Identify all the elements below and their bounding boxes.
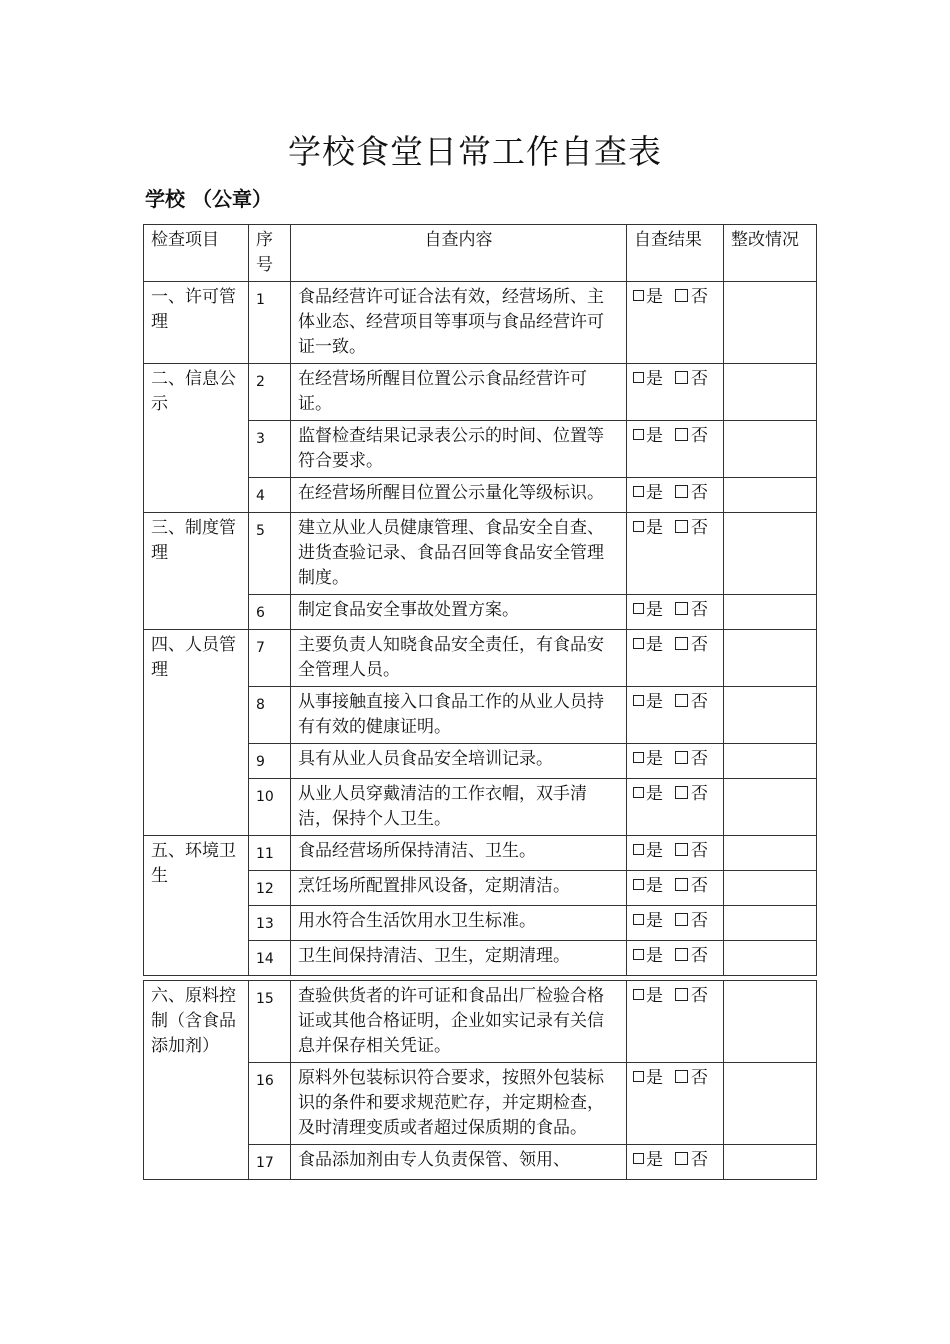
yes-option-label: 是 <box>646 1150 663 1170</box>
yes-option-label: 是 <box>646 369 663 389</box>
result-cell <box>627 282 724 364</box>
empty-checkbox-icon[interactable] <box>675 637 688 650</box>
empty-checkbox-icon[interactable] <box>675 878 688 891</box>
empty-checkbox-icon[interactable] <box>675 786 688 799</box>
no-option-label: 否 <box>691 841 708 861</box>
empty-checkbox-icon[interactable] <box>633 914 644 925</box>
yes-option-label: 是 <box>646 287 663 307</box>
empty-checkbox-icon[interactable] <box>675 1152 688 1165</box>
empty-checkbox-icon[interactable] <box>633 989 644 1000</box>
item-content: 监督检查结果记录表公示的时间、位置等符合要求。 <box>291 421 627 478</box>
rectify-cell[interactable] <box>724 478 817 513</box>
no-option-label: 否 <box>691 784 708 804</box>
item-number: 10 <box>249 779 291 836</box>
self-check-table <box>143 224 817 976</box>
item-number: 15 <box>249 981 291 1063</box>
result-cell <box>627 364 724 421</box>
no-option-label: 否 <box>691 911 708 931</box>
yes-option-label: 是 <box>646 946 663 966</box>
yes-option-label: 是 <box>646 841 663 861</box>
result-cell <box>627 513 724 595</box>
no-option-label: 否 <box>691 692 708 712</box>
table-row <box>144 836 817 871</box>
rectify-cell[interactable] <box>724 779 817 836</box>
empty-checkbox-icon[interactable] <box>633 638 644 649</box>
empty-checkbox-icon[interactable] <box>675 843 688 856</box>
empty-checkbox-icon[interactable] <box>633 521 644 532</box>
rectify-cell[interactable] <box>724 282 817 364</box>
rectify-cell[interactable] <box>724 687 817 744</box>
result-cell <box>627 478 724 513</box>
empty-checkbox-icon[interactable] <box>633 603 644 614</box>
no-option-label: 否 <box>691 635 708 655</box>
result-cell <box>627 906 724 941</box>
rectify-cell[interactable] <box>724 941 817 976</box>
item-content: 原料外包装标识符合要求，按照外包装标识的条件和要求规范贮存，并定期检查，及时清理变质或者超过保质期的食品。 <box>291 1063 627 1145</box>
no-option-label: 否 <box>691 876 708 896</box>
item-content: 建立从业人员健康管理、食品安全自查、进货查验记录、食品召回等食品安全管理制度。 <box>291 513 627 595</box>
self-check-table-continued <box>143 980 817 1180</box>
no-option-label: 否 <box>691 1068 708 1088</box>
item-content: 卫生间保持清洁、卫生，定期清理。 <box>291 941 627 976</box>
item-number: 9 <box>249 744 291 779</box>
rectify-cell[interactable] <box>724 630 817 687</box>
page-title: 学校食堂日常工作自查表 <box>288 132 662 171</box>
header-no: 序号 <box>249 225 291 282</box>
yes-option-label: 是 <box>646 911 663 931</box>
no-option-label: 否 <box>691 483 708 503</box>
result-cell <box>627 871 724 906</box>
item-content: 食品经营场所保持清洁、卫生。 <box>291 836 627 871</box>
rectify-cell[interactable] <box>724 421 817 478</box>
result-cell <box>627 630 724 687</box>
empty-checkbox-icon[interactable] <box>675 289 688 302</box>
table-row <box>144 513 817 595</box>
rectify-cell[interactable] <box>724 595 817 630</box>
item-number: 6 <box>249 595 291 630</box>
item-content: 查验供货者的许可证和食品出厂检验合格证或其他合格证明，企业如实记录有关信息并保存相关凭证。 <box>291 981 627 1063</box>
item-content: 制定食品安全事故处置方案。 <box>291 595 627 630</box>
empty-checkbox-icon[interactable] <box>633 752 644 763</box>
item-content: 主要负责人知晓食品安全责任，有食品安全管理人员。 <box>291 630 627 687</box>
empty-checkbox-icon[interactable] <box>675 371 688 384</box>
category-cell: 二、信息公示 <box>144 364 249 513</box>
empty-checkbox-icon[interactable] <box>633 879 644 890</box>
item-content: 从事接触直接入口食品工作的从业人员持有有效的健康证明。 <box>291 687 627 744</box>
yes-option-label: 是 <box>646 1068 663 1088</box>
no-option-label: 否 <box>691 369 708 389</box>
empty-checkbox-icon[interactable] <box>675 751 688 764</box>
result-cell <box>627 779 724 836</box>
yes-option-label: 是 <box>646 876 663 896</box>
item-number: 14 <box>249 941 291 976</box>
rectify-cell[interactable] <box>724 981 817 1063</box>
yes-option-label: 是 <box>646 784 663 804</box>
yes-option-label: 是 <box>646 518 663 538</box>
empty-checkbox-icon[interactable] <box>675 485 688 498</box>
empty-checkbox-icon[interactable] <box>633 486 644 497</box>
empty-checkbox-icon[interactable] <box>633 290 644 301</box>
empty-checkbox-icon[interactable] <box>633 695 644 706</box>
item-number: 4 <box>249 478 291 513</box>
table-row <box>144 981 817 1063</box>
empty-checkbox-icon[interactable] <box>675 988 688 1001</box>
item-content: 在经营场所醒目位置公示量化等级标识。 <box>291 478 627 513</box>
no-option-label: 否 <box>691 986 708 1006</box>
category-cell: 四、人员管理 <box>144 630 249 836</box>
table-row <box>144 364 817 421</box>
table-header-row <box>144 225 817 282</box>
empty-checkbox-icon[interactable] <box>675 428 688 441</box>
header-item: 检查项目 <box>144 225 249 282</box>
item-number: 11 <box>249 836 291 871</box>
category-cell: 三、制度管理 <box>144 513 249 630</box>
yes-option-label: 是 <box>646 483 663 503</box>
item-number: 2 <box>249 364 291 421</box>
empty-checkbox-icon[interactable] <box>675 913 688 926</box>
rectify-cell[interactable] <box>724 871 817 906</box>
item-number: 16 <box>249 1063 291 1145</box>
item-number: 5 <box>249 513 291 595</box>
yes-option-label: 是 <box>646 635 663 655</box>
item-content: 在经营场所醒目位置公示食品经营许可证。 <box>291 364 627 421</box>
category-cell: 六、原料控制（含食品添加剂） <box>144 981 249 1180</box>
empty-checkbox-icon[interactable] <box>675 694 688 707</box>
yes-option-label: 是 <box>646 986 663 1006</box>
rectify-cell[interactable] <box>724 906 817 941</box>
empty-checkbox-icon[interactable] <box>675 602 688 615</box>
yes-option-label: 是 <box>646 426 663 446</box>
result-cell <box>627 836 724 871</box>
category-cell: 五、环境卫生 <box>144 836 249 976</box>
rectify-cell[interactable] <box>724 836 817 871</box>
empty-checkbox-icon[interactable] <box>633 844 644 855</box>
school-seal-label: 学校 （公章） <box>145 187 272 211</box>
empty-checkbox-icon[interactable] <box>633 787 644 798</box>
table-row <box>144 630 817 687</box>
result-cell <box>627 421 724 478</box>
rectify-cell[interactable] <box>724 744 817 779</box>
result-cell <box>627 687 724 744</box>
item-number: 13 <box>249 906 291 941</box>
rectify-cell[interactable] <box>724 513 817 595</box>
no-option-label: 否 <box>691 426 708 446</box>
yes-option-label: 是 <box>646 749 663 769</box>
category-cell: 一、许可管理 <box>144 282 249 364</box>
empty-checkbox-icon[interactable] <box>675 948 688 961</box>
empty-checkbox-icon[interactable] <box>633 1153 644 1164</box>
result-cell <box>627 595 724 630</box>
item-number: 3 <box>249 421 291 478</box>
yes-option-label: 是 <box>646 692 663 712</box>
result-cell <box>627 981 724 1063</box>
item-number: 1 <box>249 282 291 364</box>
table-row <box>144 282 817 364</box>
item-number: 7 <box>249 630 291 687</box>
header-rectify: 整改情况 <box>724 225 817 282</box>
result-cell <box>627 744 724 779</box>
item-content: 从业人员穿戴清洁的工作衣帽，双手清洁，保持个人卫生。 <box>291 779 627 836</box>
item-content: 烹饪场所配置排风设备，定期清洁。 <box>291 871 627 906</box>
item-number: 12 <box>249 871 291 906</box>
no-option-label: 否 <box>691 287 708 307</box>
item-content: 用水符合生活饮用水卫生标准。 <box>291 906 627 941</box>
rectify-cell[interactable] <box>724 364 817 421</box>
item-content: 食品添加剂由专人负责保管、领用、 <box>291 1145 627 1180</box>
no-option-label: 否 <box>691 1150 708 1170</box>
item-number: 17 <box>249 1145 291 1180</box>
empty-checkbox-icon[interactable] <box>633 429 644 440</box>
rectify-cell[interactable] <box>724 1145 817 1180</box>
item-content: 食品经营许可证合法有效，经营场所、主体业态、经营项目等事项与食品经营许可证一致。 <box>291 282 627 364</box>
item-number: 8 <box>249 687 291 744</box>
result-cell <box>627 941 724 976</box>
empty-checkbox-icon[interactable] <box>675 520 688 533</box>
no-option-label: 否 <box>691 518 708 538</box>
no-option-label: 否 <box>691 749 708 769</box>
item-content: 具有从业人员食品安全培训记录。 <box>291 744 627 779</box>
yes-option-label: 是 <box>646 600 663 620</box>
empty-checkbox-icon[interactable] <box>633 949 644 960</box>
result-cell <box>627 1063 724 1145</box>
empty-checkbox-icon[interactable] <box>675 1070 688 1083</box>
no-option-label: 否 <box>691 600 708 620</box>
rectify-cell[interactable] <box>724 1063 817 1145</box>
header-result: 自查结果 <box>627 225 724 282</box>
empty-checkbox-icon[interactable] <box>633 372 644 383</box>
result-cell <box>627 1145 724 1180</box>
header-content: 自查内容 <box>291 225 627 282</box>
empty-checkbox-icon[interactable] <box>633 1071 644 1082</box>
no-option-label: 否 <box>691 946 708 966</box>
